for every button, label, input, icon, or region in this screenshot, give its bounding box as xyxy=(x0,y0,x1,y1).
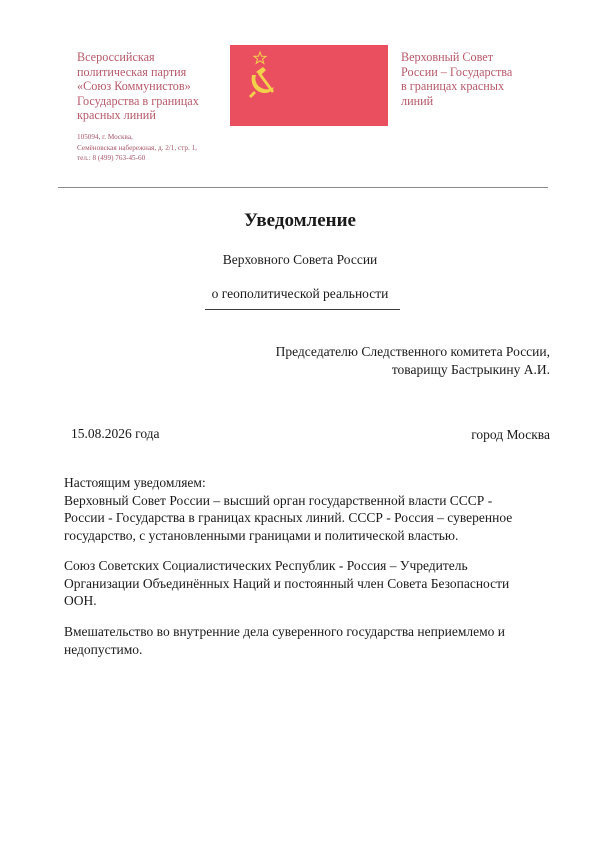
hammer-sickle-icon xyxy=(230,45,388,126)
subject-underline xyxy=(205,309,400,310)
soviet-flag xyxy=(230,45,388,126)
address-line: тел.: 8 (499) 763-45-60 xyxy=(77,154,146,162)
supreme-council-block xyxy=(401,50,551,108)
document-title: Уведомление xyxy=(244,210,356,231)
header-divider xyxy=(58,187,548,188)
document-place: город Москва xyxy=(471,427,550,442)
party-name-block xyxy=(77,50,227,123)
party-name-line: политическая партия xyxy=(77,64,187,79)
addressee-line: Председателю Следственного комитета России, xyxy=(275,344,550,359)
party-address-block xyxy=(77,132,227,164)
addressee-block xyxy=(210,343,550,378)
document-date: 15.08.2026 года xyxy=(71,426,160,441)
paragraph-1 xyxy=(64,474,554,544)
paragraph-line: России - Государства в границах красных линий. СССР - Россия – суверенное xyxy=(64,510,513,525)
paragraph-2 xyxy=(64,557,554,610)
council-name-line: Верховный Совет xyxy=(401,50,494,64)
paragraph-line: Союз Советских Социалистических Республик - Россия – Учредитель xyxy=(64,558,468,573)
party-name-line: Государства в границах xyxy=(77,93,199,108)
document-subtitle: Верховного Совета России xyxy=(222,252,378,267)
addressee-line: товарищу Бастрыкину А.И. xyxy=(391,361,550,377)
paragraph-3 xyxy=(64,623,554,658)
paragraph-line: ООН. xyxy=(64,593,97,608)
address-line: 105094, г. Москва, xyxy=(77,133,133,141)
paragraph-line: недопустимо. xyxy=(64,641,143,657)
party-name-line: «Союз Коммунистов» xyxy=(77,79,191,93)
paragraph-line: Вмешательство во внутренние дела суверенного государства неприемлемо и xyxy=(64,624,505,639)
document-subject: о геополитической реальности xyxy=(211,286,389,301)
council-name-line: России – Государства xyxy=(401,64,513,79)
paragraph-line: Организации Объединённых Наций и постоянный член Совета Безопасности xyxy=(64,575,510,591)
paragraph-line: Настоящим уведомляем: xyxy=(64,475,206,490)
address-line: Семёновская набережная, д. 2/1, стр. 1, xyxy=(77,143,197,152)
paragraph-line: Верховный Совет России – высший орган государственной власти СССР - xyxy=(64,492,493,508)
party-name-line: Всероссийская xyxy=(77,50,155,64)
party-name-line: красных линий xyxy=(77,108,156,122)
council-name-line: линий xyxy=(401,93,434,108)
paragraph-line: государство, с установленными границами и политической властью. xyxy=(64,527,459,543)
council-name-line: в границах красных xyxy=(401,79,505,93)
